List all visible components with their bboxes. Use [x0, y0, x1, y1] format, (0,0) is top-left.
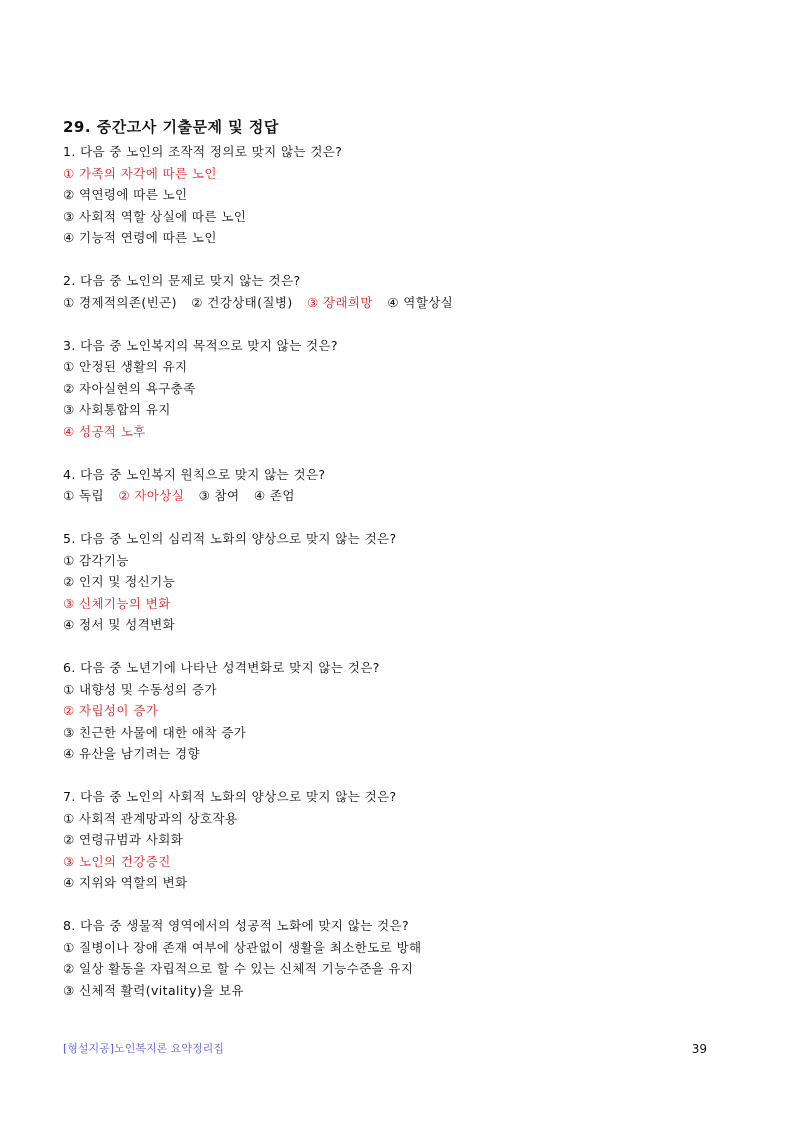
q4-option-4: ④ 존엄 — [253, 488, 295, 503]
q3-option-1: ① 안정된 생활의 유지 — [63, 359, 188, 374]
q6-option-3: ③ 친근한 사물에 대한 애착 증가 — [63, 724, 247, 740]
question-2: 2. 다음 중 노인의 문제로 맞지 않는 것은? — [63, 273, 301, 288]
spacer — [63, 442, 743, 464]
q2-option-4: ④ 역할상실 — [387, 294, 454, 310]
q7-option-4: ④ 지위와 역할의 변화 — [63, 875, 188, 890]
q8-option-2: ② 일상 활동을 자립적으로 할 수 있는 신체적 기능수준을 유지 — [63, 961, 414, 976]
q6-option-4: ④ 유산을 남기려는 경향 — [63, 746, 201, 761]
q4-option-2-answer: ② 자아상실 — [118, 488, 185, 503]
page-number: 39 — [691, 1042, 707, 1056]
q8-option-3: ③ 신체적 활력(vitality)을 보유 — [63, 982, 244, 998]
q2-option-1: ① 경제적의존(빈곤) — [63, 294, 177, 310]
spacer — [63, 894, 743, 916]
question-7: 7. 다음 중 노인의 사회적 노화의 양상으로 맞지 않는 것은? — [63, 789, 397, 804]
spacer — [63, 765, 743, 787]
q1-option-2: ② 역연령에 따른 노인 — [63, 187, 188, 202]
q3-option-3: ③ 사회통합의 유지 — [63, 402, 171, 417]
q3-option-2: ② 자아실현의 욕구충족 — [63, 380, 196, 396]
question-8: 8. 다음 중 생물적 영역에서의 성공적 노화에 맞지 않는 것은? — [63, 918, 410, 933]
q4-option-3: ③ 참여 — [198, 488, 240, 503]
question-1: 1. 다음 중 노인의 조작적 정의로 맞지 않는 것은? — [63, 144, 343, 159]
section-title: 29. 중간고사 기출문제 및 정답 — [63, 118, 279, 136]
q7-option-3-answer: ③ 노인의 건강증진 — [63, 853, 171, 869]
q6-option-1: ① 내향성 및 수동성의 증가 — [63, 681, 217, 697]
document-body — [63, 117, 743, 1001]
q5-option-4: ④ 정서 및 성격변화 — [63, 617, 176, 632]
q8-option-1: ① 질병이나 장애 존재 여부에 상관없이 생활을 최소한도로 방해 — [63, 939, 422, 955]
question-3: 3. 다음 중 노인복지의 목적으로 맞지 않는 것은? — [63, 337, 338, 353]
q7-option-2: ② 연령규범과 사회화 — [63, 832, 184, 847]
spacer — [63, 507, 743, 529]
q2-option-3-answer: ③ 장래희망 — [307, 294, 373, 310]
q5-option-3-answer: ③ 신체기능의 변화 — [63, 595, 171, 611]
q1-option-1-answer: ① 가족의 자각에 따른 노인 — [63, 165, 217, 181]
spacer — [63, 313, 743, 335]
footer-book-title: [형설지공]노인복지론 요약정리집 — [63, 1042, 224, 1055]
question-4: 4. 다음 중 노인복지 원칙으로 맞지 않는 것은? — [63, 466, 326, 482]
question-5: 5. 다음 중 노인의 심리적 노화의 양상으로 맞지 않는 것은? — [63, 531, 397, 546]
q5-option-1: ① 감각기능 — [63, 552, 129, 568]
q4-options-row — [63, 485, 743, 507]
q2-options-row — [63, 292, 743, 314]
q2-option-2: ② 건강상태(질병) — [191, 294, 293, 310]
q4-option-1: ① 독립 — [63, 488, 104, 503]
q5-option-2: ② 인지 및 정신기능 — [63, 574, 176, 589]
q1-option-3: ③ 사회적 역할 상실에 따른 노인 — [63, 208, 247, 224]
spacer — [63, 636, 743, 658]
spacer — [63, 249, 743, 271]
q1-option-4: ④ 기능적 연령에 따른 노인 — [63, 230, 217, 245]
q6-option-2-answer: ② 자립성이 증가 — [63, 703, 159, 718]
q7-option-1: ① 사회적 관계망과의 상호작용 — [63, 810, 238, 826]
question-6: 6. 다음 중 노년기에 나타난 성격변화로 맞지 않는 것은? — [63, 660, 380, 675]
q3-option-4-answer: ④ 성공적 노후 — [63, 423, 146, 439]
